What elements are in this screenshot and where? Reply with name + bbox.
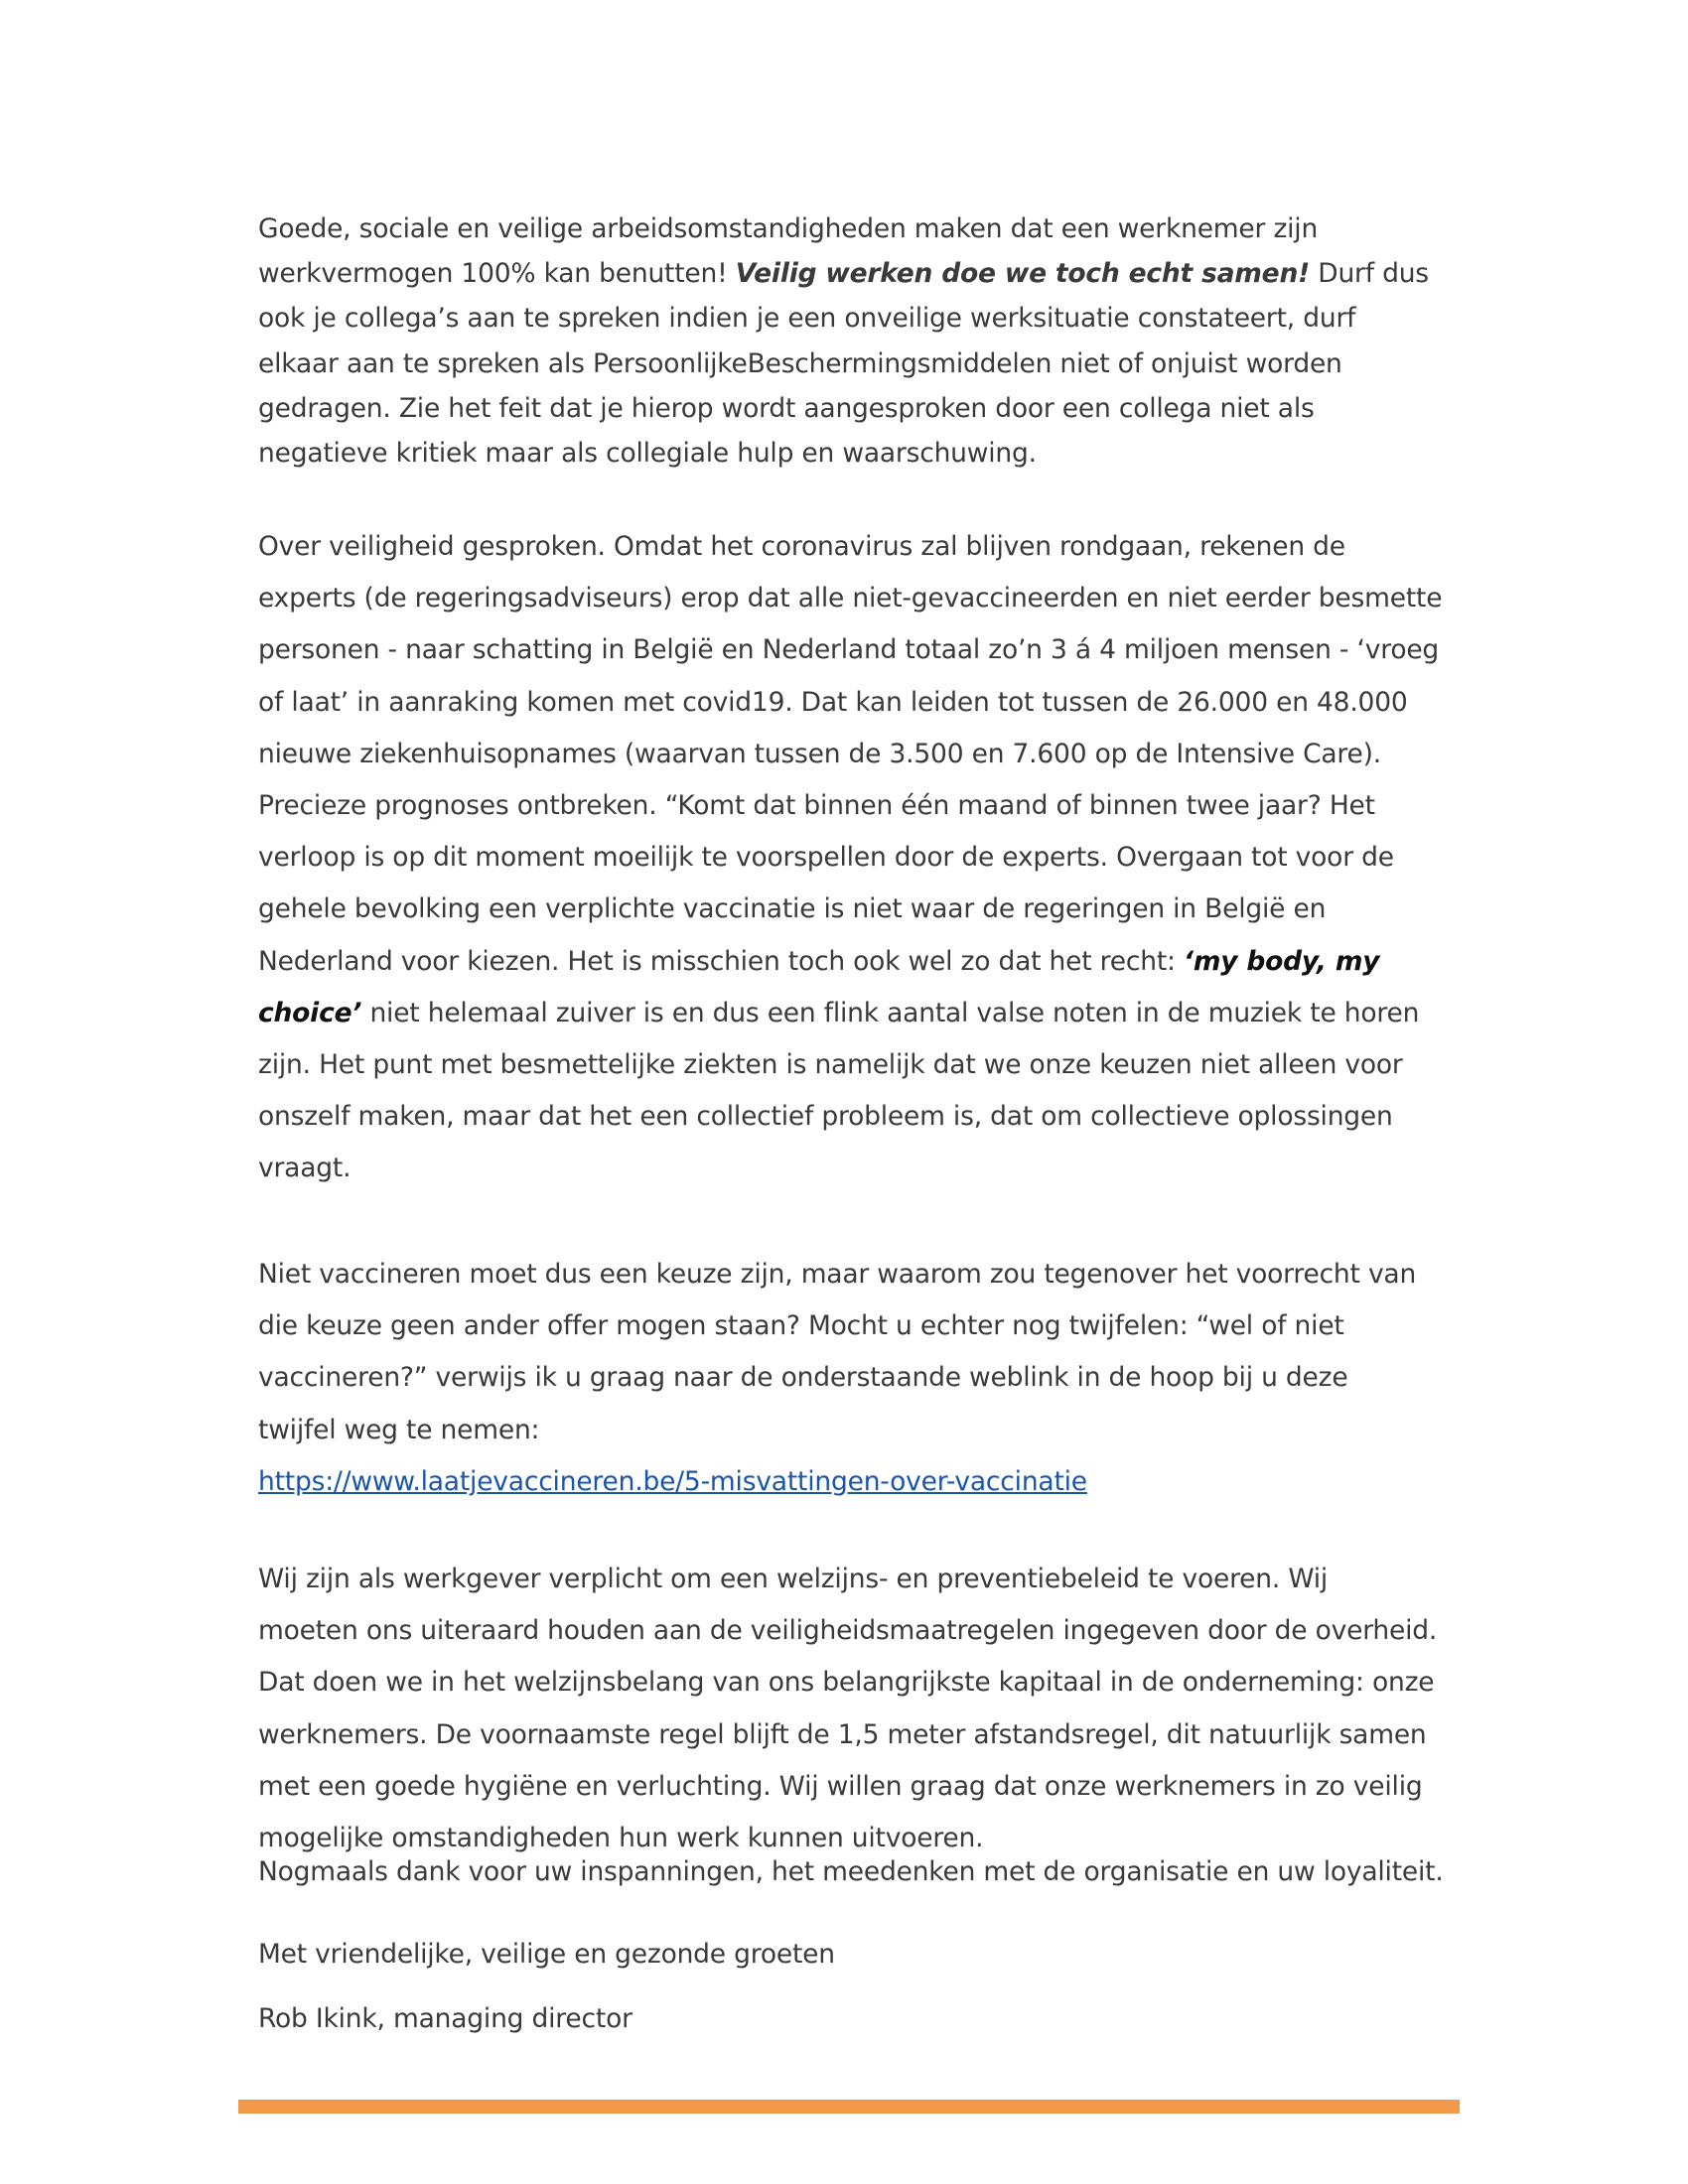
line-text: Goede, sociale en veilige arbeidsomstandigheden maken dat een werknemer zijn — [258, 213, 1319, 244]
paragraph-safety-intro — [258, 206, 1429, 476]
line-text: twijfel weg te nemen: — [258, 1414, 540, 1445]
line-text: met een goede hygiëne en verluchting. Wij willen graag dat onze werknemers in zo veilig — [258, 1770, 1423, 1802]
line-text: Wij zijn als werkgever verplicht om een welzijns- en preventiebeleid te voeren. Wij — [258, 1564, 1329, 1594]
line-text: Precieze prognoses ontbreken. “Komt dat binnen één maand of binnen twee jaar? Het — [258, 789, 1375, 821]
text-line — [258, 251, 1429, 296]
line-text: Niet vaccineren moet dus een keuze zijn, maar waarom zou tegenover het voorrecht van — [258, 1259, 1417, 1290]
emphasis-text: choice’ — [258, 997, 362, 1028]
line-text: mogelijke omstandigheden hun werk kunnen uitvoeren. — [258, 1822, 984, 1853]
line-text: ook je collega’s aan te spreken indien je een onveilige werksituatie constateert, durf — [258, 303, 1356, 335]
line-text: negatieve kritiek maar als collegiale hulp en waarschuwing. — [258, 437, 1037, 469]
text-line — [258, 573, 1442, 624]
text-line — [258, 988, 1442, 1039]
paragraph-vaccination-choice — [258, 1249, 1416, 1508]
line-text: nieuwe ziekenhuisopnames (waarvan tussen de 3.500 en 7.600 op de Intensive Care). — [258, 738, 1382, 769]
line-text: Over veiligheid gesproken. Omdat het coronavirus zal blijven rondgaan, rekenen de — [258, 531, 1345, 562]
line-text: zijn. Het punt met besmettelijke ziekten is namelijk dat we onze keuzen niet alleen voor — [258, 1048, 1403, 1080]
paragraph-corona — [258, 521, 1442, 1194]
line-text: vraagt. — [258, 1153, 352, 1184]
text-line — [258, 1709, 1437, 1761]
line-text: personen - naar schatting in België en Nederland totaal zo’n 3 á 4 miljoen mensen - ‘vroeg — [258, 634, 1440, 666]
line-text: niet helemaal zuiver is en dus een flink aantal valse noten in de muziek te horen — [361, 997, 1420, 1028]
text-line — [258, 936, 1442, 988]
line-text: Durf dus — [1310, 258, 1429, 290]
text-line — [258, 521, 1442, 573]
text-line — [258, 1554, 1437, 1605]
text-line — [258, 780, 1442, 832]
text-line — [258, 1091, 1442, 1143]
text-line — [258, 1143, 1442, 1194]
text-line — [258, 386, 1429, 431]
line-text: vaccineren?” verwijs ik u graag naar de onderstaande weblink in de hoop bij u deze — [258, 1362, 1348, 1394]
line-text: moeten ons uiteraard houden aan de veiligheidsmaatregelen ingegeven door de overheid. — [258, 1615, 1438, 1647]
text-line — [258, 431, 1429, 476]
text-line — [258, 296, 1429, 341]
text-line — [258, 1039, 1442, 1091]
line-text: gedragen. Zie het feit dat je hierop wordt aangesproken door een collega niet als — [258, 392, 1315, 424]
text-line — [258, 1352, 1416, 1404]
paragraph-employer-policy — [258, 1554, 1437, 1864]
line-text: gehele bevolking een verplichte vaccinatie is niet waar de regeringen in België en — [258, 893, 1327, 925]
text-line — [258, 677, 1442, 729]
thanks-line: Nogmaals dank voor uw inspanningen, het meedenken met de organisatie en uw loyaliteit. — [258, 1856, 1444, 1887]
emphasis-text: ‘my body, my — [1183, 945, 1380, 977]
line-text: werkvermogen 100% kan benutten! — [258, 258, 736, 290]
text-line — [258, 341, 1429, 386]
text-line — [258, 729, 1442, 780]
line-text: onszelf maken, maar dat het een collectief probleem is, dat om collectieve oplossingen — [258, 1101, 1393, 1133]
signature: Rob Ikink, managing director — [258, 2003, 633, 2034]
text-line — [258, 624, 1442, 676]
closing-greeting: Met vriendelijke, veilige en gezonde groeten — [258, 1939, 835, 1970]
line-text: experts (de regeringsadviseurs) erop dat alle niet-gevaccineerden en niet eerder besmette — [258, 583, 1443, 614]
vaccination-weblink[interactable]: https://www.laatjevaccineren.be/5-misvattingen-over-vaccinatie — [258, 1465, 1087, 1497]
text-line — [258, 1605, 1437, 1657]
footer-accent-rule — [238, 2100, 1460, 2114]
text-line — [258, 832, 1442, 884]
text-line — [258, 884, 1442, 935]
text-line — [258, 1300, 1416, 1352]
text-line — [258, 1249, 1416, 1300]
text-line — [258, 1761, 1437, 1813]
line-text: die keuze geen ander offer mogen staan? Mocht u echter nog twijfelen: “wel of niet — [258, 1310, 1344, 1342]
line-text: verloop is op dit moment moeilijk te voorspellen door de experts. Overgaan tot voor de — [258, 842, 1394, 874]
text-line — [258, 1405, 1416, 1456]
line-text: Dat doen we in het welzijnsbelang van ons belangrijkste kapitaal in de onderneming: onze — [258, 1667, 1435, 1699]
line-text: werknemers. De voornaamste regel blijft de 1,5 meter afstandsregel, dit natuurlijk samen — [258, 1718, 1427, 1750]
emphasis-text: Veilig werken doe we toch echt samen! — [735, 258, 1311, 290]
line-text: Nederland voor kiezen. Het is misschien toch ook wel zo dat het recht: — [258, 945, 1184, 977]
text-line — [258, 1657, 1437, 1708]
line-text: of laat’ in aanraking komen met covid19. Dat kan leiden tot tussen de 26.000 en 48.000 — [258, 686, 1408, 718]
line-text: elkaar aan te spreken als PersoonlijkeBeschermingsmiddelen niet of onjuist worden — [258, 347, 1342, 379]
text-line — [258, 206, 1429, 251]
